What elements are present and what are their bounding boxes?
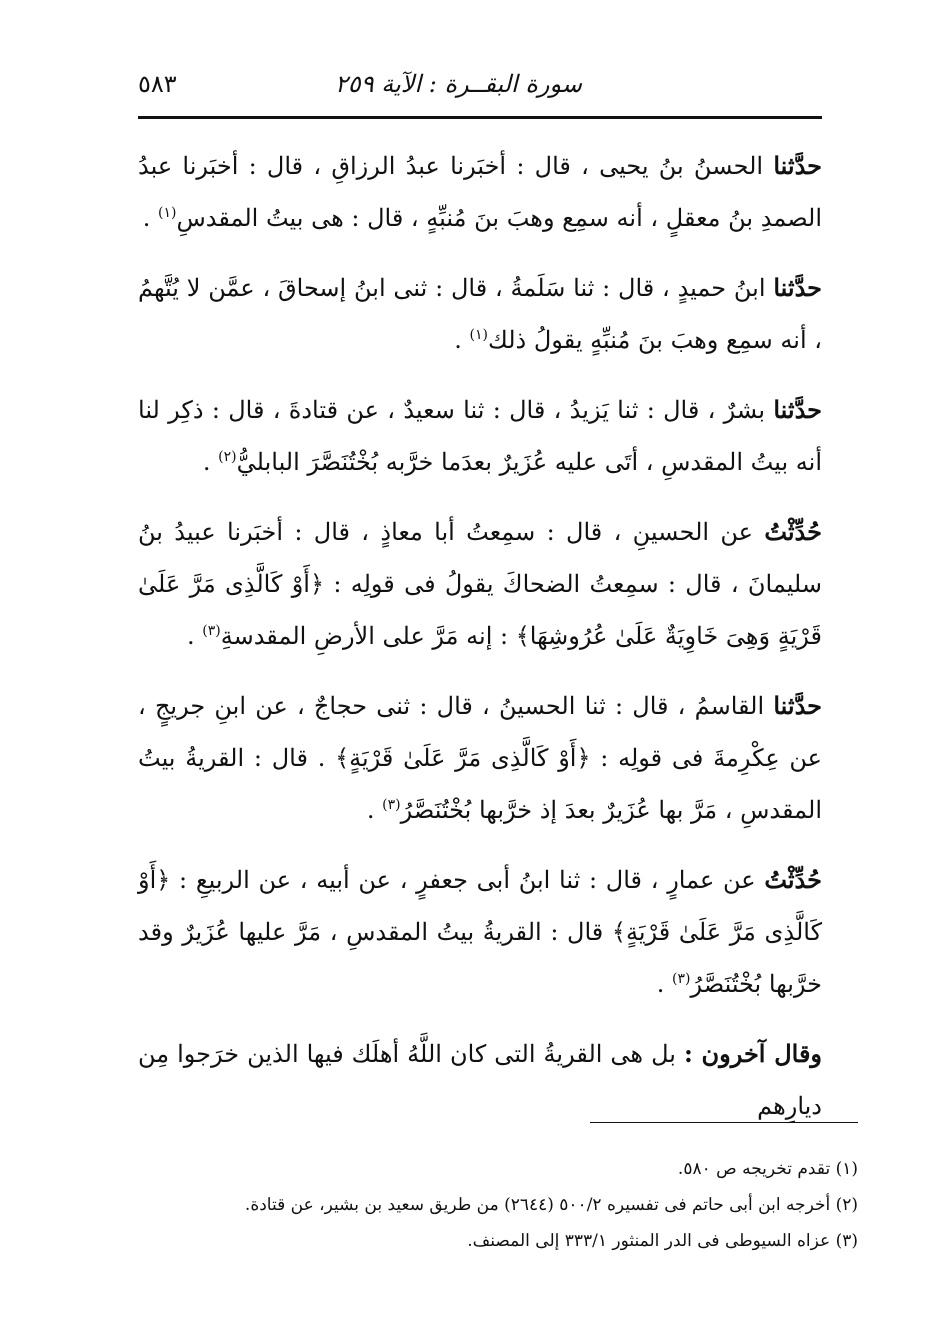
paragraph-tail: . — [187, 622, 203, 650]
footnote-ref: (٣) — [672, 971, 691, 987]
paragraph-text: عن عمارٍ ، قال : ثنا ابنُ أبى جعفرٍ ، عن أبيه ، عن الربيعِ : ﴿أَوْ كَالَّذِى مَرَّ عَلَىٰ قَرْيَةٍ﴾ قال : القريةُ بيتُ المقدسِ ، مَرَّ عليها عُزَيرٌ وقد خرَّبها بُخْتُنَصَّرُ — [138, 866, 822, 998]
footnote-ref: (٢) — [218, 449, 237, 465]
paragraph — [138, 680, 822, 836]
paragraph-lead: حُدِّثْتُ — [764, 865, 822, 894]
paragraph-lead: حدَّثنا — [773, 151, 822, 180]
page-header — [138, 62, 822, 112]
paragraph-tail: . — [454, 326, 470, 354]
footnote: (١) تقدم تخريجه ص ٥٨٠. — [677, 1159, 858, 1179]
paragraph — [138, 384, 822, 488]
paragraph-lead: حدَّثنا — [773, 273, 822, 302]
footnote-ref: (٣) — [382, 797, 401, 813]
footnote-rule — [590, 1122, 858, 1123]
paragraph — [138, 854, 822, 1010]
running-title: سورة البقــرة : الآية ٢٥٩ — [334, 70, 582, 98]
footnote-ref: (٣) — [202, 623, 221, 639]
body-text — [138, 140, 822, 1150]
paragraph-text: بل هى القريةُ التى كان اللَّهُ أهلَك فيها الذين خرَجوا مِن ديارِهم — [138, 1040, 822, 1120]
paragraph-tail: . — [366, 796, 383, 824]
paragraph-text: بشرٌ ، قال : ثنا يَزيدُ ، قال : ثنا سعيدٌ ، عن قتادةَ ، قال : ذكِر لنا أنه بيتُ المقدسِ ، أتَى عليه عُزَيرٌ بعدَما خرَّبه بُخْتُنَصَّرَ البابليُّ — [138, 396, 822, 476]
paragraph-text: عن الحسينِ ، قال : سمِعتُ أبا معاذٍ ، قال : أخبَرنا عبيدُ بنُ سليمانَ ، قال : سمِعتُ الضحاكَ يقولُ فى قولِه : ﴿أَوْ كَالَّذِى مَرَّ عَلَىٰ قَرْيَةٍ وَهِىَ خَاوِيَةٌ عَلَىٰ عُرُوشِهَا﴾ : إنه مَرَّ على الأرضِ المقدسةِ — [138, 518, 822, 650]
footnote-ref: (١) — [157, 205, 177, 221]
paragraph-text: ابنُ حميدٍ ، قال : ثنا سَلَمةُ ، قال : ثنى ابنُ إسحاقَ ، عمَّن لا يُتَّهمُ ، أنه سمِع وهبَ بنَ مُنبِّهٍ يقولُ ذلك — [138, 274, 822, 354]
paragraph-tail: . — [656, 970, 673, 998]
paragraph-lead: حُدِّثْتُ — [764, 517, 822, 546]
paragraph — [138, 1028, 822, 1132]
footnote: (٣) عزاه السيوطى فى الدر المنثور ٣٣٣/١ إلى المصنف. — [467, 1231, 858, 1251]
paragraph — [138, 140, 822, 244]
paragraph-lead: وقال آخرون : — [683, 1039, 823, 1068]
paragraph — [138, 506, 822, 662]
paragraph-text: الحسنُ بنُ يحيى ، قال : أخبَرنا عبدُ الرزاقِ ، قال : أخبَرنا عبدُ الصمدِ بنُ معقلٍ ، أنه سمِع وهبَ بنَ مُنبِّهٍ ، قال : هى بيتُ المقدسِ — [138, 152, 822, 232]
header-rule — [138, 116, 822, 119]
paragraph-tail: . — [142, 204, 158, 232]
footnote: (٢) أخرجه ابن أبى حاتم فى تفسيره ٥٠٠/٢ (٢٦٤٤) من طريق سعيد بن بشير، عن قتادة. — [244, 1195, 858, 1215]
paragraph-lead: حدَّثنا — [773, 691, 822, 720]
paragraph — [138, 262, 822, 366]
page-number: ٥٨٣ — [138, 70, 177, 98]
footnotes — [138, 1148, 858, 1256]
paragraph-tail: . — [202, 448, 219, 476]
paragraph-lead: حدَّثنا — [773, 395, 822, 424]
paragraph-text: القاسمُ ، قال : ثنا الحسينُ ، قال : ثنى حجاجٌ ، عن ابنِ جريجٍ ، عن عِكْرِمةَ فى قولِه : ﴿أَوْ كَالَّذِى مَرَّ عَلَىٰ قَرْيَةٍ﴾ . قال : القريةُ بيتُ المقدسِ ، مَرَّ بها عُزَيرٌ بعدَ إذ خرَّبها بُخْتُنَصَّرُ — [138, 692, 822, 824]
footnote-ref: (١) — [469, 327, 489, 343]
